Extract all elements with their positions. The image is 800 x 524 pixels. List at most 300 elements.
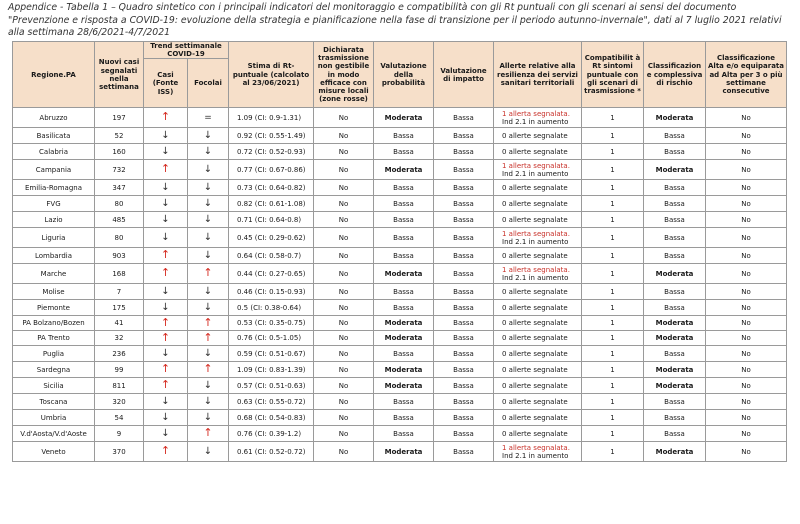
cell-trend-cases xyxy=(144,228,188,248)
cell-high-risk: No xyxy=(706,331,787,346)
header-rt: Stima di Rt-puntuale (calcolato al 23/06/2021) xyxy=(229,42,314,108)
cell-transmission: No xyxy=(314,212,374,228)
cell-trend-cases xyxy=(144,144,188,160)
cell-high-risk: No xyxy=(706,264,787,284)
cell-region: Molise xyxy=(13,284,95,300)
cell-impact: Bassa xyxy=(434,144,494,160)
cell-classification: Moderata xyxy=(644,378,706,394)
table-caption: Appendice - Tabella 1 – Quadro sintetico con i principali indicatori del monitoraggio e compatibilità con gli Rt puntuali con gli scenari ai sensi del documento "Prevenzione e risposta a COVID-19: evoluzione della strategia e pianificazione nella fase di transizione per il periodo autunno-invernale", dati al 7 luglio 2021 relativi alla settimana 28/6/2021-4/7/2021 xyxy=(8,2,782,38)
cell-new-cases: 54 xyxy=(95,410,144,426)
cell-high-risk: No xyxy=(706,248,787,264)
cell-alerts xyxy=(494,196,582,212)
cell-compat: 1 xyxy=(582,300,644,316)
cell-impact: Bassa xyxy=(434,394,494,410)
cell-alerts xyxy=(494,264,582,284)
alert-line-1: 0 allerte segnalate xyxy=(502,183,568,192)
arrow-down-icon: ↓ xyxy=(203,197,213,209)
alert-line-1: 0 allerte segnalate xyxy=(502,251,568,260)
table-row xyxy=(13,442,787,462)
cell-impact: Bassa xyxy=(434,160,494,180)
table-row xyxy=(13,144,787,160)
cell-classification: Moderata xyxy=(644,108,706,128)
cell-trend-foci xyxy=(188,144,229,160)
cell-impact: Bassa xyxy=(434,212,494,228)
cell-region: Puglia xyxy=(13,346,95,362)
table-body xyxy=(13,108,787,462)
cell-probability: Bassa xyxy=(374,346,434,362)
cell-new-cases: 80 xyxy=(95,228,144,248)
cell-rt: 0.5 (CI: 0.38-0.64) xyxy=(229,300,314,316)
cell-trend-foci xyxy=(188,378,229,394)
table-row xyxy=(13,331,787,346)
cell-compat: 1 xyxy=(582,362,644,378)
arrow-up-icon: ↑ xyxy=(203,266,213,280)
cell-impact: Bassa xyxy=(434,228,494,248)
monitoring-table xyxy=(12,41,787,462)
cell-compat: 1 xyxy=(582,180,644,196)
cell-new-cases: 52 xyxy=(95,128,144,144)
cell-trend-foci xyxy=(188,196,229,212)
arrow-down-icon: ↓ xyxy=(161,285,170,297)
arrow-down-icon: ↓ xyxy=(203,249,213,261)
cell-trend-cases xyxy=(144,346,188,362)
arrow-down-icon: ↓ xyxy=(203,395,213,407)
cell-probability: Bassa xyxy=(374,300,434,316)
cell-new-cases: 7 xyxy=(95,284,144,300)
cell-high-risk: No xyxy=(706,196,787,212)
cell-region: Calabria xyxy=(13,144,95,160)
cell-rt: 0.92 (CI: 0.55-1.49) xyxy=(229,128,314,144)
cell-alerts xyxy=(494,180,582,196)
cell-classification: Moderata xyxy=(644,316,706,331)
cell-rt: 0.53 (CI: 0.35-0.75) xyxy=(229,316,314,331)
cell-impact: Bassa xyxy=(434,196,494,212)
alert-line-1: 0 allerte segnalate xyxy=(502,131,568,140)
cell-transmission: No xyxy=(314,284,374,300)
cell-probability: Moderata xyxy=(374,378,434,394)
cell-transmission: No xyxy=(314,426,374,442)
alert-line-2: Ind 2.1 in aumento xyxy=(502,273,569,282)
table-row xyxy=(13,180,787,196)
cell-region: Lazio xyxy=(13,212,95,228)
cell-classification: Bassa xyxy=(644,426,706,442)
cell-classification: Bassa xyxy=(644,228,706,248)
cell-new-cases: 175 xyxy=(95,300,144,316)
cell-probability: Bassa xyxy=(374,144,434,160)
alert-line-2: Ind 2.1 in aumento xyxy=(502,451,569,460)
cell-compat: 1 xyxy=(582,346,644,362)
cell-region: PA Bolzano/Bozen xyxy=(13,316,95,331)
cell-new-cases: 811 xyxy=(95,378,144,394)
equal-icon: = xyxy=(204,112,212,123)
cell-new-cases: 485 xyxy=(95,212,144,228)
alert-line-1: 1 allerta segnalata. xyxy=(502,229,570,238)
cell-impact: Bassa xyxy=(434,346,494,362)
header-high-risk: Classificazione Alta e/o equiparata ad Alta per 3 o più settimane consecutive xyxy=(706,42,787,108)
cell-trend-cases xyxy=(144,108,188,128)
cell-region: Lombardia xyxy=(13,248,95,264)
arrow-down-icon: ↓ xyxy=(161,129,170,141)
cell-alerts xyxy=(494,316,582,331)
arrow-up-icon: ↑ xyxy=(160,378,171,392)
cell-trend-foci xyxy=(188,362,229,378)
cell-trend-cases xyxy=(144,378,188,394)
alert-line-2: Ind 2.1 in aumento xyxy=(502,117,569,126)
cell-compat: 1 xyxy=(582,378,644,394)
cell-classification: Moderata xyxy=(644,442,706,462)
cell-impact: Bassa xyxy=(434,362,494,378)
alert-line-1: 1 allerta segnalata. xyxy=(502,265,570,274)
cell-trend-cases xyxy=(144,316,188,331)
cell-trend-foci xyxy=(188,160,229,180)
cell-transmission: No xyxy=(314,410,374,426)
arrow-down-icon: ↓ xyxy=(203,445,213,457)
table-row xyxy=(13,426,787,442)
cell-trend-foci xyxy=(188,128,229,144)
cell-trend-foci xyxy=(188,228,229,248)
cell-high-risk: No xyxy=(706,228,787,248)
cell-probability: Bassa xyxy=(374,410,434,426)
cell-rt: 0.72 (CI: 0.52-0.93) xyxy=(229,144,314,160)
header-alerts: Allerte relative alla resilienza dei servizi sanitari territoriali xyxy=(494,42,582,108)
cell-region: Umbria xyxy=(13,410,95,426)
cell-transmission: No xyxy=(314,264,374,284)
cell-new-cases: 347 xyxy=(95,180,144,196)
cell-transmission: No xyxy=(314,346,374,362)
alert-line-1: 0 allerte segnalate xyxy=(502,365,568,374)
cell-trend-cases xyxy=(144,196,188,212)
cell-high-risk: No xyxy=(706,144,787,160)
arrow-up-icon: ↑ xyxy=(203,330,213,344)
cell-high-risk: No xyxy=(706,442,787,462)
cell-compat: 1 xyxy=(582,426,644,442)
cell-trend-cases xyxy=(144,300,188,316)
cell-probability: Bassa xyxy=(374,284,434,300)
table-row xyxy=(13,346,787,362)
cell-probability: Moderata xyxy=(374,316,434,331)
header-classification: Classificazion e complessiva di rischio xyxy=(644,42,706,108)
cell-new-cases: 903 xyxy=(95,248,144,264)
cell-region: V.d'Aosta/V.d'Aoste xyxy=(13,426,95,442)
arrow-down-icon: ↓ xyxy=(203,285,213,297)
cell-new-cases: 732 xyxy=(95,160,144,180)
alert-line-1: 0 allerte segnalate xyxy=(502,397,568,406)
cell-trend-cases xyxy=(144,212,188,228)
cell-transmission: No xyxy=(314,160,374,180)
cell-alerts xyxy=(494,426,582,442)
cell-region: Sardegna xyxy=(13,362,95,378)
cell-high-risk: No xyxy=(706,316,787,331)
cell-impact: Bassa xyxy=(434,331,494,346)
cell-transmission: No xyxy=(314,442,374,462)
table-row xyxy=(13,362,787,378)
cell-impact: Bassa xyxy=(434,108,494,128)
cell-probability: Bassa xyxy=(374,212,434,228)
cell-alerts xyxy=(494,331,582,346)
alert-line-1: 0 allerte segnalate xyxy=(502,429,568,438)
cell-probability: Bassa xyxy=(374,228,434,248)
cell-trend-foci xyxy=(188,442,229,462)
arrow-down-icon: ↓ xyxy=(161,347,170,359)
cell-region: Veneto xyxy=(13,442,95,462)
arrow-down-icon: ↓ xyxy=(161,231,170,243)
cell-alerts xyxy=(494,346,582,362)
cell-compat: 1 xyxy=(582,228,644,248)
cell-alerts xyxy=(494,442,582,462)
arrow-down-icon: ↓ xyxy=(203,129,213,141)
arrow-up-icon: ↑ xyxy=(203,315,213,329)
alert-line-2: Ind 2.1 in aumento xyxy=(502,169,569,178)
table-row xyxy=(13,196,787,212)
cell-trend-cases xyxy=(144,442,188,462)
cell-new-cases: 320 xyxy=(95,394,144,410)
cell-alerts xyxy=(494,300,582,316)
cell-trend-foci xyxy=(188,410,229,426)
cell-trend-foci xyxy=(188,426,229,442)
cell-trend-foci xyxy=(188,212,229,228)
table-row xyxy=(13,228,787,248)
arrow-down-icon: ↓ xyxy=(203,231,213,243)
cell-high-risk: No xyxy=(706,160,787,180)
cell-trend-cases xyxy=(144,362,188,378)
cell-trend-cases xyxy=(144,394,188,410)
cell-alerts xyxy=(494,248,582,264)
cell-rt: 0.76 (CI: 0.5-1.05) xyxy=(229,331,314,346)
cell-new-cases: 99 xyxy=(95,362,144,378)
cell-impact: Bassa xyxy=(434,300,494,316)
cell-high-risk: No xyxy=(706,426,787,442)
alert-line-1: 0 allerte segnalate xyxy=(502,215,568,224)
cell-trend-foci xyxy=(188,394,229,410)
cell-new-cases: 9 xyxy=(95,426,144,442)
arrow-down-icon: ↓ xyxy=(203,301,213,313)
cell-high-risk: No xyxy=(706,378,787,394)
cell-region: Emilia-Romagna xyxy=(13,180,95,196)
cell-trend-foci xyxy=(188,316,229,331)
cell-classification: Bassa xyxy=(644,284,706,300)
arrow-up-icon: ↑ xyxy=(160,110,171,124)
arrow-up-icon: ↑ xyxy=(160,162,171,176)
cell-transmission: No xyxy=(314,196,374,212)
cell-probability: Moderata xyxy=(374,160,434,180)
table-row xyxy=(13,248,787,264)
alert-line-1: 0 allerte segnalate xyxy=(502,413,568,422)
table-row xyxy=(13,264,787,284)
alert-line-1: 0 allerte segnalate xyxy=(502,319,568,328)
cell-classification: Bassa xyxy=(644,300,706,316)
cell-trend-foci xyxy=(188,108,229,128)
cell-compat: 1 xyxy=(582,128,644,144)
arrow-up-icon: ↑ xyxy=(160,315,171,329)
arrow-down-icon: ↓ xyxy=(161,427,170,439)
cell-alerts xyxy=(494,128,582,144)
cell-transmission: No xyxy=(314,144,374,160)
cell-compat: 1 xyxy=(582,108,644,128)
header-probability: Valutazione della probabilità xyxy=(374,42,434,108)
cell-transmission: No xyxy=(314,331,374,346)
table-row xyxy=(13,212,787,228)
cell-compat: 1 xyxy=(582,212,644,228)
cell-impact: Bassa xyxy=(434,180,494,196)
arrow-down-icon: ↓ xyxy=(161,301,170,313)
cell-new-cases: 168 xyxy=(95,264,144,284)
cell-compat: 1 xyxy=(582,316,644,331)
arrow-down-icon: ↓ xyxy=(161,395,170,407)
cell-classification: Bassa xyxy=(644,394,706,410)
cell-rt: 0.71 (CI: 0.64-0.8) xyxy=(229,212,314,228)
cell-transmission: No xyxy=(314,316,374,331)
cell-new-cases: 236 xyxy=(95,346,144,362)
cell-alerts xyxy=(494,160,582,180)
cell-high-risk: No xyxy=(706,128,787,144)
cell-rt: 0.46 (CI: 0.15-0.93) xyxy=(229,284,314,300)
cell-rt: 0.77 (CI: 0.67-0.86) xyxy=(229,160,314,180)
cell-region: Sicilia xyxy=(13,378,95,394)
cell-probability: Moderata xyxy=(374,362,434,378)
arrow-down-icon: ↓ xyxy=(161,197,170,209)
cell-alerts xyxy=(494,284,582,300)
table-row xyxy=(13,410,787,426)
table-row xyxy=(13,378,787,394)
cell-compat: 1 xyxy=(582,144,644,160)
cell-rt: 1.09 (CI: 0.9-1.31) xyxy=(229,108,314,128)
cell-classification: Bassa xyxy=(644,212,706,228)
header-trend-foci: Focolai xyxy=(188,59,229,108)
cell-high-risk: No xyxy=(706,180,787,196)
alert-line-1: 0 allerte segnalate xyxy=(502,381,568,390)
cell-compat: 1 xyxy=(582,248,644,264)
alert-line-1: 0 allerte segnalate xyxy=(502,349,568,358)
cell-alerts xyxy=(494,212,582,228)
arrow-down-icon: ↓ xyxy=(203,347,213,359)
cell-region: Campania xyxy=(13,160,95,180)
alert-line-1: 0 allerte segnalate xyxy=(502,147,568,156)
cell-classification: Moderata xyxy=(644,160,706,180)
cell-rt: 0.76 (CI: 0.39-1.2) xyxy=(229,426,314,442)
arrow-down-icon: ↓ xyxy=(203,379,213,391)
cell-compat: 1 xyxy=(582,394,644,410)
cell-high-risk: No xyxy=(706,300,787,316)
table-row xyxy=(13,300,787,316)
alert-line-1: 1 allerta segnalata. xyxy=(502,161,570,170)
cell-transmission: No xyxy=(314,228,374,248)
cell-new-cases: 370 xyxy=(95,442,144,462)
cell-high-risk: No xyxy=(706,362,787,378)
cell-rt: 0.59 (CI: 0.51-0.67) xyxy=(229,346,314,362)
arrow-up-icon: ↑ xyxy=(160,330,171,344)
cell-region: Abruzzo xyxy=(13,108,95,128)
alert-line-1: 1 allerta segnalata. xyxy=(502,109,570,118)
arrow-down-icon: ↓ xyxy=(203,411,213,423)
cell-impact: Bassa xyxy=(434,128,494,144)
cell-new-cases: 32 xyxy=(95,331,144,346)
arrow-up-icon: ↑ xyxy=(203,426,213,440)
cell-alerts xyxy=(494,362,582,378)
cell-rt: 0.63 (CI: 0.55-0.72) xyxy=(229,394,314,410)
cell-probability: Moderata xyxy=(374,442,434,462)
alert-line-1: 0 allerte segnalate xyxy=(502,303,568,312)
cell-trend-cases xyxy=(144,410,188,426)
cell-region: Toscana xyxy=(13,394,95,410)
cell-probability: Moderata xyxy=(374,264,434,284)
cell-trend-foci xyxy=(188,180,229,196)
alert-line-1: 0 allerte segnalate xyxy=(502,287,568,296)
cell-transmission: No xyxy=(314,128,374,144)
cell-probability: Bassa xyxy=(374,426,434,442)
arrow-up-icon: ↑ xyxy=(160,248,171,262)
cell-trend-cases xyxy=(144,331,188,346)
cell-transmission: No xyxy=(314,378,374,394)
cell-alerts xyxy=(494,378,582,394)
cell-transmission: No xyxy=(314,108,374,128)
cell-alerts xyxy=(494,144,582,160)
cell-high-risk: No xyxy=(706,284,787,300)
cell-probability: Bassa xyxy=(374,248,434,264)
alert-line-1: 0 allerte segnalate xyxy=(502,334,568,343)
cell-compat: 1 xyxy=(582,442,644,462)
cell-impact: Bassa xyxy=(434,410,494,426)
cell-rt: 0.64 (CI: 0.58-0.7) xyxy=(229,248,314,264)
cell-compat: 1 xyxy=(582,196,644,212)
cell-alerts xyxy=(494,394,582,410)
cell-alerts xyxy=(494,228,582,248)
cell-region: Piemonte xyxy=(13,300,95,316)
arrow-up-icon: ↑ xyxy=(160,362,171,376)
cell-rt: 0.61 (CI: 0.52-0.72) xyxy=(229,442,314,462)
cell-region: FVG xyxy=(13,196,95,212)
cell-trend-cases xyxy=(144,426,188,442)
arrow-up-icon: ↑ xyxy=(203,362,213,376)
cell-transmission: No xyxy=(314,394,374,410)
cell-probability: Moderata xyxy=(374,108,434,128)
cell-classification: Bassa xyxy=(644,196,706,212)
cell-rt: 0.73 (CI: 0.64-0.82) xyxy=(229,180,314,196)
cell-compat: 1 xyxy=(582,331,644,346)
cell-probability: Bassa xyxy=(374,180,434,196)
header-region: Regione.PA xyxy=(13,42,95,108)
cell-high-risk: No xyxy=(706,346,787,362)
cell-region: PA Trento xyxy=(13,331,95,346)
cell-impact: Bassa xyxy=(434,378,494,394)
cell-trend-cases xyxy=(144,284,188,300)
cell-impact: Bassa xyxy=(434,284,494,300)
arrow-down-icon: ↓ xyxy=(161,411,170,423)
cell-classification: Moderata xyxy=(644,362,706,378)
table-row xyxy=(13,128,787,144)
cell-classification: Bassa xyxy=(644,180,706,196)
alert-line-1: 1 allerta segnalata. xyxy=(502,443,570,452)
cell-impact: Bassa xyxy=(434,426,494,442)
cell-probability: Bassa xyxy=(374,394,434,410)
cell-classification: Bassa xyxy=(644,128,706,144)
arrow-up-icon: ↑ xyxy=(160,444,171,458)
cell-region: Basilicata xyxy=(13,128,95,144)
header-compat: Compatibilit à Rt sintomi puntuale con gli scenari di trasmissione * xyxy=(582,42,644,108)
cell-alerts xyxy=(494,410,582,426)
cell-probability: Moderata xyxy=(374,331,434,346)
cell-impact: Bassa xyxy=(434,248,494,264)
cell-high-risk: No xyxy=(706,108,787,128)
cell-high-risk: No xyxy=(706,212,787,228)
cell-rt: 1.09 (CI: 0.83-1.39) xyxy=(229,362,314,378)
cell-high-risk: No xyxy=(706,410,787,426)
cell-trend-foci xyxy=(188,284,229,300)
cell-compat: 1 xyxy=(582,284,644,300)
cell-new-cases: 197 xyxy=(95,108,144,128)
table-row xyxy=(13,284,787,300)
cell-transmission: No xyxy=(314,300,374,316)
cell-trend-foci xyxy=(188,248,229,264)
